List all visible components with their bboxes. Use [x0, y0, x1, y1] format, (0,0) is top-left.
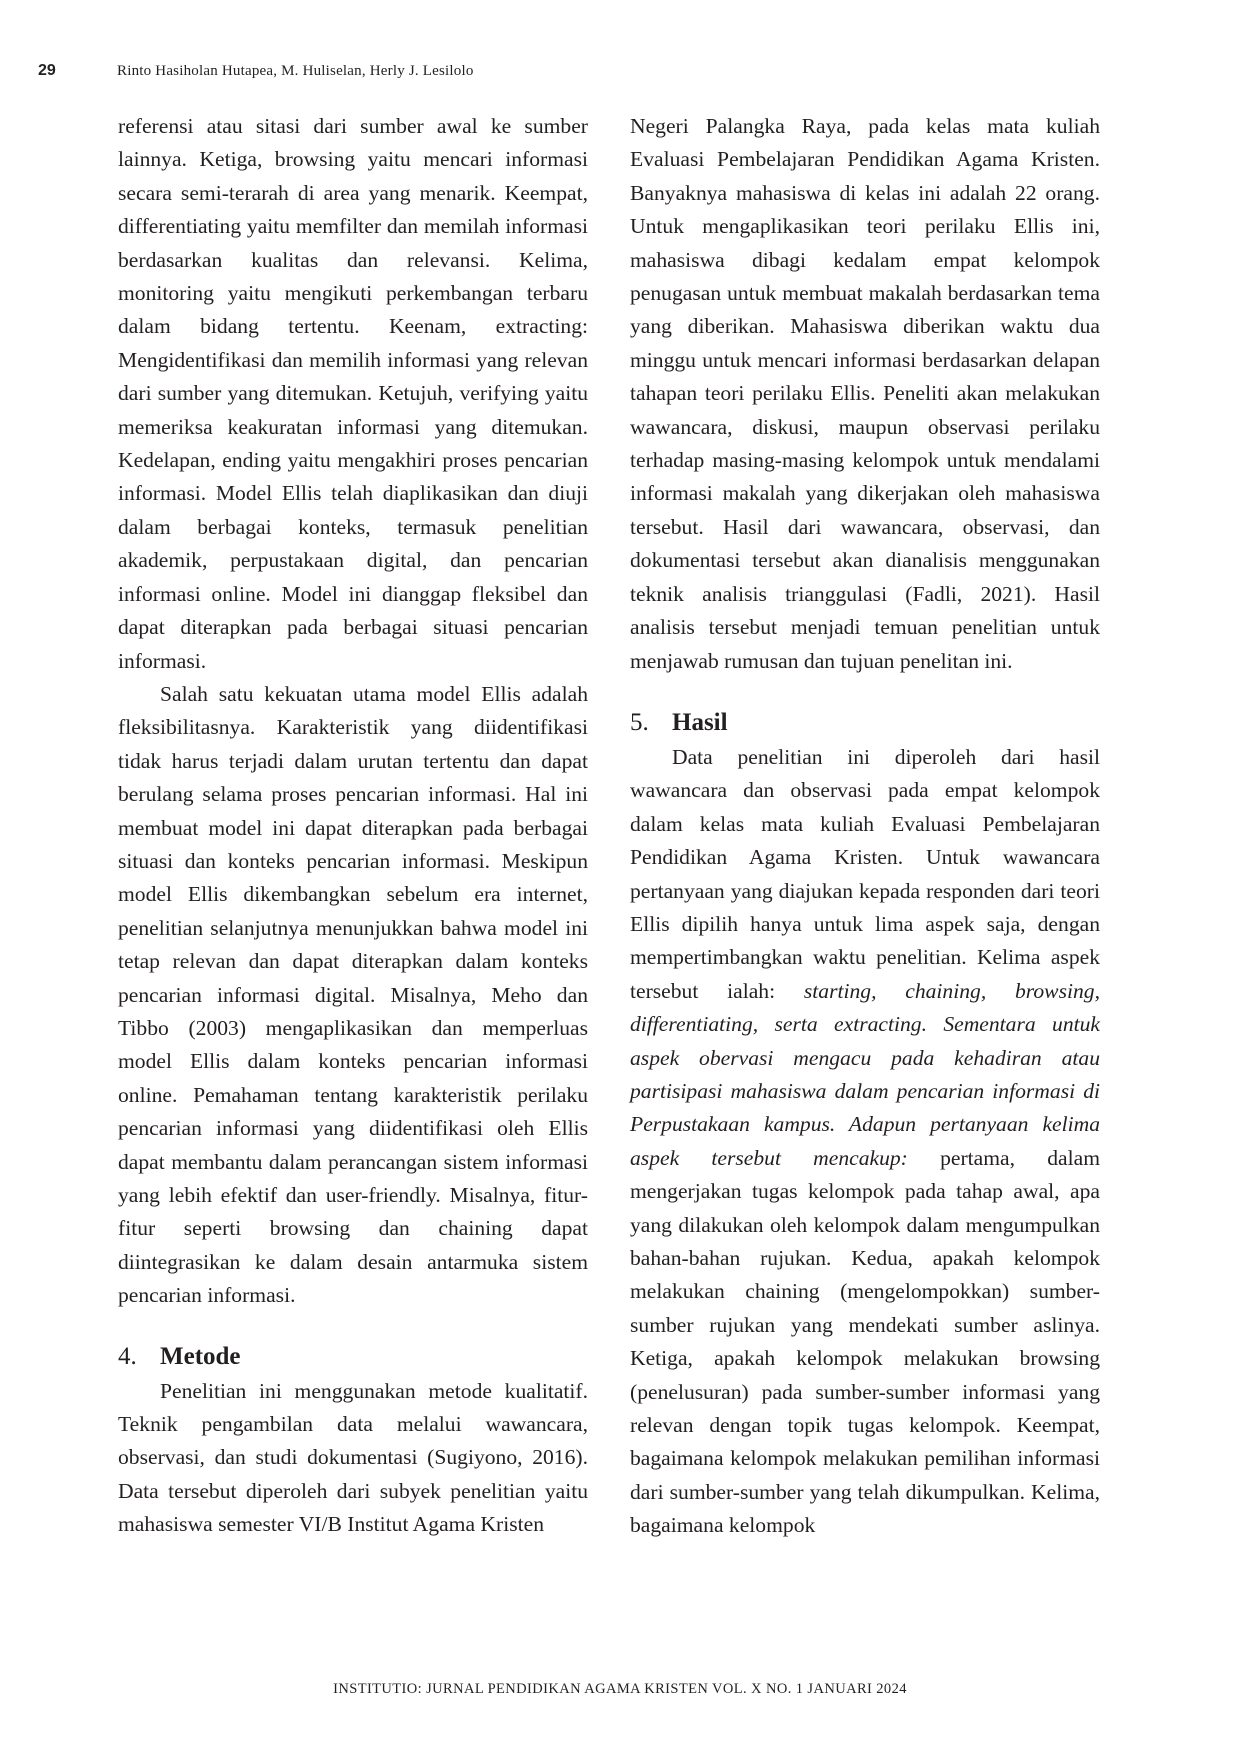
left-column — [118, 110, 588, 1542]
paragraph-text: pertama, dalam mengerjakan tugas kelompok pada tahap awal, apa yang dilakukan oleh kelompok dalam mengumpulkan bahan-bahan rujukan. Kedua, apakah kelompok melakukan chaining (mengelompokkan) sumber-sumber rujukan yang mendekati sumber aslinya. Ketiga, apakah kelompok melakukan browsing (penelusuran) pada sumber-sumber informasi yang relevan dengan topik tugas kelompok. Keempat, bagaimana kelompok melakukan pemilihan informasi dari sumber-sumber yang telah dikumpulkan. Kelima, bagaimana kelompok — [630, 1145, 1100, 1538]
section-number: 4. — [118, 1342, 137, 1370]
section-number: 5. — [630, 708, 649, 736]
right-column — [630, 110, 1100, 1543]
section-title: Metode — [160, 1342, 241, 1370]
section-title: Hasil — [672, 708, 728, 736]
page-number: 29 — [38, 62, 56, 79]
running-header — [0, 62, 1240, 92]
italic-text: starting, chaining, browsing, differentiating, serta extracting. Sementara untuk aspek obervasi mengacu pada kehadiran atau partisipasi mahasiswa dalam pencarian informasi di Perpustakaan kampus. Adapun pertanyaan kelima aspek tersebut mencakup: — [630, 978, 1100, 1170]
body-paragraph: Negeri Palangka Raya, pada kelas mata kuliah Evaluasi Pembelajaran Pendidikan Agama Kristen. Banyaknya mahasiswa di kelas ini adalah 22 orang. Untuk mengaplikasikan teori perilaku Ellis ini, mahasiswa dibagi kedalam empat kelompok penugasan untuk membuat makalah berdasarkan tema yang diberikan. Mahasiswa diberikan waktu dua minggu untuk mencari informasi berdasarkan delapan tahapan teori perilaku Ellis. Peneliti akan melakukan wawancara, diskusi, maupun observasi perilaku terhadap masing-masing kelompok untuk mendalami informasi makalah yang dikerjakan oleh mahasiswa tersebut. Hasil dari wawancara, observasi, dan dokumentasi tersebut akan dianalisis menggunakan teknik analisis trianggulasi (Fadli, 2021). Hasil analisis tersebut menjadi temuan penelitian untuk menjawab rumusan dan tujuan penelitan ini. — [630, 114, 1100, 673]
body-paragraph: Salah satu kekuatan utama model Ellis adalah fleksibilitasnya. Karakteristik yang diidentifikasi tidak harus terjadi dalam urutan tertentu dan dapat berulang selama proses pencarian informasi. Hal ini membuat model ini dapat diterapkan pada berbagai situasi dan konteks pencarian informasi. Meskipun model Ellis dikembangkan sebelum era internet, penelitian selanjutnya menunjukkan bahwa model ini tetap relevan dan dapat diterapkan dalam konteks pencarian informasi digital. Misalnya, Meho dan Tibbo (2003) mengaplikasikan dan memperluas model Ellis dalam konteks pencarian informasi online. Pemahaman tentang karakteristik perilaku pencarian informasi yang diidentifikasi oleh Ellis dapat membantu dalam perancangan sistem informasi yang lebih efektif dan user-friendly. Misalnya, fitur-fitur seperti browsing dan chaining dapat diintegrasikan ke dalam desain antarmuka sistem pencarian informasi. — [118, 681, 588, 1308]
body-paragraph: referensi atau sitasi dari sumber awal ke sumber lainnya. Ketiga, browsing yaitu mencari informasi secara semi-terarah di area yang menarik. Keempat, differentiating yaitu memfilter dan memilah informasi berdasarkan kualitas dan relevansi. Kelima, monitoring yaitu mengikuti perkembangan terbaru dalam bidang tertentu. Keenam, extracting: Mengidentifikasi dan memilih informasi yang relevan dari sumber yang ditemukan. Ketujuh, verifying yaitu memeriksa keakuratan informasi yang ditemukan. Kedelapan, ending yaitu mengakhiri proses pencarian informasi. Model Ellis telah diaplikasikan dan diuji dalam berbagai konteks, termasuk penelitian akademik, perpustakaan digital, dan pencarian informasi online. Model ini dianggap fleksibel dan dapat diterapkan pada berbagai situasi pencarian informasi. — [118, 114, 588, 673]
running-header-authors: Rinto Hasiholan Hutapea, M. Huliselan, Herly J. Lesilolo — [117, 63, 474, 79]
running-footer: INSTITUTIO: JURNAL PENDIDIKAN AGAMA KRISTEN VOL. X NO. 1 JANUARI 2024 — [333, 1681, 907, 1697]
body-paragraph — [630, 741, 1100, 1543]
body-paragraph: Penelitian ini menggunakan metode kualitatif. Teknik pengambilan data melalui wawancara, observasi, dan studi dokumentasi (Sugiyono, 2016). Data tersebut diperoleh dari subyek penelitian yaitu mahasiswa semester VI/B Institut Agama Kristen — [118, 1378, 588, 1537]
section-heading-metode — [118, 1339, 588, 1375]
paragraph-text: Data penelitian ini diperoleh dari hasil wawancara dan observasi pada empat kelompok dalam kelas mata kuliah Evaluasi Pembelajaran Pendidikan Agama Kristen. Untuk wawancara pertanyaan yang diajukan kepada responden dari teori Ellis dipilih hanya untuk lima aspek saja, dengan mempertimbangkan waktu penelitian. Kelima aspek tersebut ialah: — [630, 744, 1100, 1003]
section-heading-hasil — [630, 705, 1100, 741]
